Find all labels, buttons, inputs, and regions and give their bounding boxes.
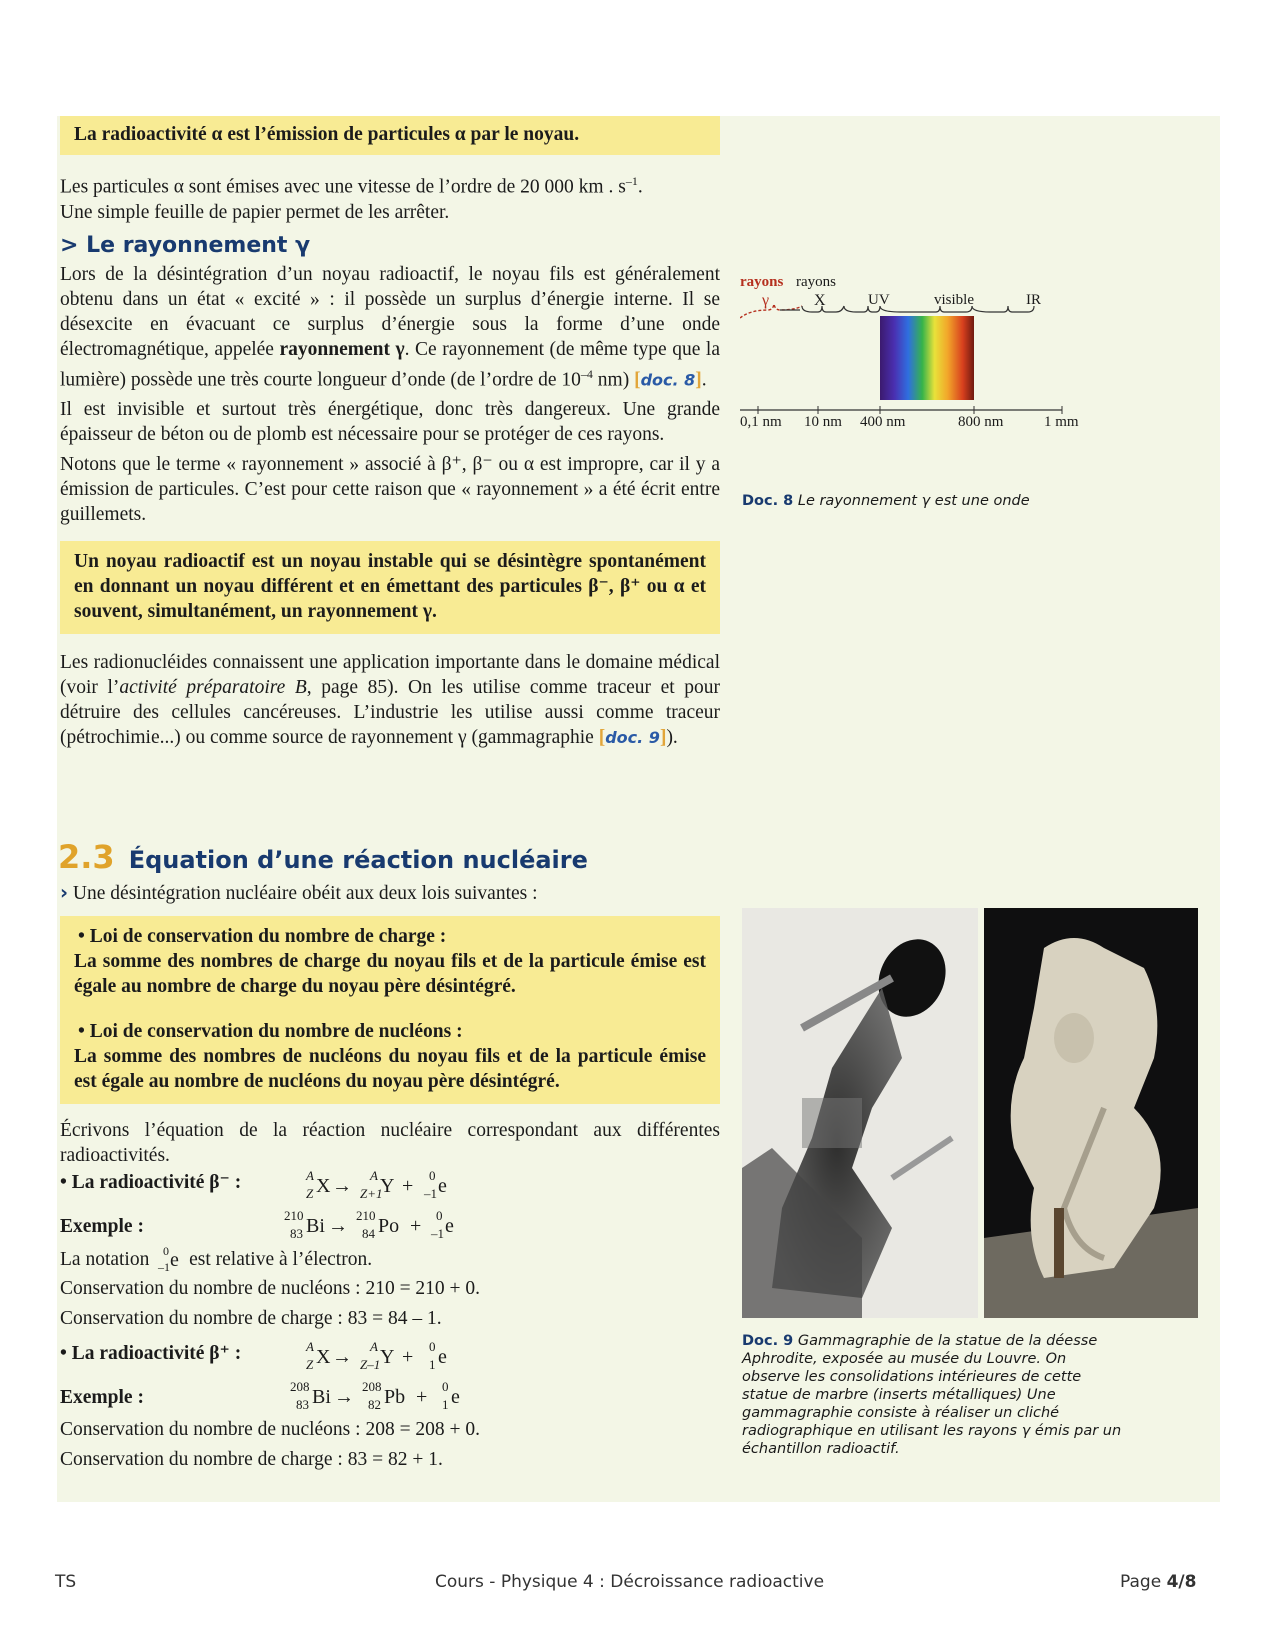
tick-label-10nm: 10 nm [804,414,842,430]
gamma-paragraph-2: Il est invisible et surtout très énergétique, donc très dangereux. Une grande épaisseur de béton ou de plomb est nécessaire pour se protéger de ces rayons. [60,399,720,445]
text: Les radionucléides connaissent une application importante dans le domaine médical (voir l’ [60,652,720,698]
text: . [701,369,707,390]
svg-text:208: 208 [362,1379,382,1394]
svg-text:–1: –1 [158,1260,171,1274]
text: nm) [592,369,635,390]
svg-text:–1: –1 [431,1226,444,1241]
spectrum-graphic [740,270,1140,450]
uv-label: UV [868,292,890,308]
electron-symbol [154,1244,184,1274]
alpha-definition-text: La radioactivité α est l’émission de particules α par le noyau. [74,124,580,145]
svg-text:0: 0 [442,1379,449,1394]
svg-text:84: 84 [362,1226,375,1241]
law-charge-box [60,916,720,1009]
statue-photo [984,908,1198,1318]
svg-text:0: 0 [429,1339,436,1354]
beta-minus-equation [290,1168,550,1204]
page-number: 4/8 [1166,1572,1197,1592]
svg-text:1: 1 [429,1357,436,1372]
svg-text:Z: Z [306,1357,314,1372]
svg-text:X: X [316,1175,331,1197]
beta-plus-example-row [60,1379,720,1415]
bracket: [ [598,727,606,748]
law-nucleons-box [60,1009,720,1104]
gamma-paragraph-1 [60,262,720,393]
beta-plus-charge-conservation: Conservation du nombre de charge : 83 = 82 + 1. [60,1449,443,1470]
gamma-heading: > Le rayonnement γ [60,232,311,258]
beta-plus-nucleon-conservation: Conservation du nombre de nucléons : 208 = 208 + 0. [60,1419,481,1440]
text: . Ce rayonnement (de même type que la lumière) possède une très courte longueur d’onde (de l’ordre de 10 [60,338,720,390]
section-title: Équation d’une réaction nucléaire [128,846,588,874]
svg-text:Bi: Bi [306,1215,325,1237]
svg-text:+: + [410,1215,422,1237]
svg-text:e: e [451,1386,460,1408]
svg-text:Bi: Bi [312,1386,331,1408]
svg-text:82: 82 [368,1397,381,1412]
svg-text:210: 210 [356,1208,376,1223]
activity-ref: activité préparatoire B [119,677,307,698]
svg-text:e: e [170,1249,180,1271]
bracket: ] [659,727,667,748]
svg-text:0: 0 [436,1208,443,1223]
definition-text: Un noyau radioactif est un noyau instable qui se désintègre spontanément en donnant un noyau différent et en émettant des particules β⁻, β⁺ ou α et souvent, simultanément, un rayonnement γ. [74,551,706,622]
svg-text:e: e [445,1215,454,1237]
doc8-link[interactable]: doc. 8 [640,370,696,389]
bold-term: rayonnement γ [279,338,405,360]
svg-text:e: e [438,1175,447,1197]
svg-text:A: A [370,1339,378,1354]
xray-statue-picture [742,908,978,1318]
aphrodite-statue-picture [984,908,1198,1318]
laws-block [60,880,720,1168]
alpha-paragraph [60,169,720,225]
law-charge-text: La somme des nombres de charge du noyau fils et de la particule émise est égale au nombre de charge du noyau père désintégré. [74,951,706,997]
svg-text:X: X [316,1346,331,1368]
example-label: Exemple : [60,1387,144,1408]
svg-text:+: + [416,1386,428,1408]
text: ). [666,727,678,748]
example-label: Exemple : [60,1216,144,1237]
dot: . [637,176,643,198]
svg-text:+: + [402,1346,414,1368]
bracket: ] [695,369,702,390]
laws-intro-text: Une désintégration nucléaire obéit aux deux lois suivantes : [72,883,538,904]
equations-block [60,1168,720,1472]
gammagraphy-image [742,908,978,1318]
ir-label: IR [1026,292,1041,308]
alpha-definition-box [60,116,720,155]
svg-text:1: 1 [442,1397,449,1412]
doc9-caption-text: Gammagraphie de la statue de la déesse Aphrodite, exposée au musée du Louvre. On observe les consolidations intérieures de cette statue de marbre (inserts métalliques) Une gammagraphie consiste à réaliser un cliché radiographique en utilisant les rayons γ émis par un échantillon radioactif. [742,1333,1122,1457]
doc9-caption [742,1332,1122,1458]
svg-text:A: A [306,1168,314,1183]
beta-minus-label: • La radioactivité β⁻ : [60,1172,242,1193]
svg-text:Y: Y [380,1346,395,1368]
section-number: 2.3 [58,838,115,876]
svg-text:Z+1: Z+1 [360,1186,383,1201]
doc9-label: Doc. 9 [742,1333,794,1349]
left-column [60,116,720,750]
beta-plus-label: • La radioactivité β⁺ : [60,1343,242,1364]
svg-text:Z: Z [306,1186,314,1201]
svg-text:+: + [402,1175,414,1197]
svg-text:→: → [332,1346,352,1368]
bi208-equation [286,1379,546,1415]
page-label: Page [1120,1572,1167,1592]
chevron-right-icon: › [60,881,69,904]
law-charge-title: • Loi de conservation du nombre de charge : [78,926,447,947]
laws-intro [60,880,720,906]
rayons-x-label: rayons [796,274,836,290]
visible-label: visible [934,292,974,308]
doc9-link[interactable]: doc. 9 [605,728,660,747]
svg-text:A: A [370,1168,378,1183]
svg-text:e: e [438,1346,447,1368]
x-label: X [814,292,826,309]
svg-text:A: A [306,1339,314,1354]
tick-label-800nm: 800 nm [958,414,1004,430]
text: Lors de la désintégration d’un noyau radioactif, le noyau fils est généralement obtenu dans un état « excité » : il possède un surplus d’énergie interne. Il se désexcite en évacuant ce surplus d’énergie sous la forme d’une onde électromagnétique, appelée [60,263,720,360]
svg-text:Y: Y [380,1175,395,1197]
beta-plus-equation [290,1339,550,1375]
svg-text:0: 0 [163,1244,170,1258]
svg-text:Pb: Pb [384,1386,406,1408]
svg-text:→: → [334,1386,354,1408]
radionuclides-paragraph [60,650,720,750]
footer-center: Cours - Physique 4 : Décroissance radioactive [435,1572,825,1592]
equation-intro: Écrivons l’équation de la réaction nucléaire correspondant aux différentes radioactivités. [60,1120,720,1166]
exp: –1 [625,174,638,188]
tick-label-0.1nm: 0,1 nm [740,414,782,430]
footer-left: TS [55,1572,77,1592]
doc8-label: Doc. 8 [742,493,794,509]
doc8-caption-text: Le rayonnement γ est une onde [797,493,1030,509]
law-nucleons-title: • Loi de conservation du nombre de nucléons : [78,1021,463,1042]
radioactive-nucleus-definition-box [60,541,720,634]
doc8-caption [742,492,1122,510]
svg-text:83: 83 [290,1226,303,1241]
svg-text:→: → [332,1175,352,1197]
svg-text:–1: –1 [424,1186,437,1201]
svg-text:210: 210 [284,1208,304,1223]
text: , page 85). On les utilise comme traceur et pour détruire des cellules cancéreuses. L’industrie les utilise aussi comme traceur (pétrochimie...) ou comme source de rayonnement γ (gammagraphie [60,677,720,748]
svg-text:83: 83 [296,1397,309,1412]
rayons-gamma-label: rayons [740,274,784,290]
tick-label-1mm: 1 mm [1044,414,1079,430]
svg-text:208: 208 [290,1379,310,1394]
gamma-paragraph-3: Notons que le terme « rayonnement » associé à β⁺, β⁻ ou α est impropre, car il y a émission de particules. C’est pour cette raison que « rayonnement » a été écrit entre guillemets. [60,454,720,525]
beta-minus-charge-conservation: Conservation du nombre de charge : 83 = 84 – 1. [60,1308,442,1329]
exp: –4 [580,366,593,381]
gamma-label: γ [762,292,770,309]
alpha-speed-text: Les particules α sont émises avec une vitesse de l’ordre de 20 000 km . s [60,176,626,198]
spectrum-diagram [740,270,1140,450]
beta-minus-nucleon-conservation: Conservation du nombre de nucléons : 210 = 210 + 0. [60,1278,481,1299]
notation-text: La notation [60,1249,150,1270]
svg-text:Z–1: Z–1 [360,1357,381,1372]
beta-minus-example-row [60,1208,720,1244]
notation-row [60,1244,720,1274]
tick-label-400nm: 400 nm [860,414,906,430]
notation-text: est relative à l’électron. [189,1249,373,1270]
footer-page-number [1120,1572,1196,1592]
svg-text:0: 0 [429,1168,436,1183]
svg-text:Po: Po [378,1215,400,1237]
beta-minus-row [60,1168,720,1204]
alpha-paper-text: Une simple feuille de papier permet de les arrêter. [60,201,450,223]
svg-text:→: → [328,1215,348,1237]
bi210-equation [280,1208,540,1244]
bracket: [ [634,369,641,390]
beta-plus-row [60,1339,720,1375]
law-nucleons-text: La somme des nombres de nucléons du noyau fils et de la particule émise est égale au nombre de nucléons du noyau père désintégré. [74,1046,706,1092]
section-header [58,838,758,876]
